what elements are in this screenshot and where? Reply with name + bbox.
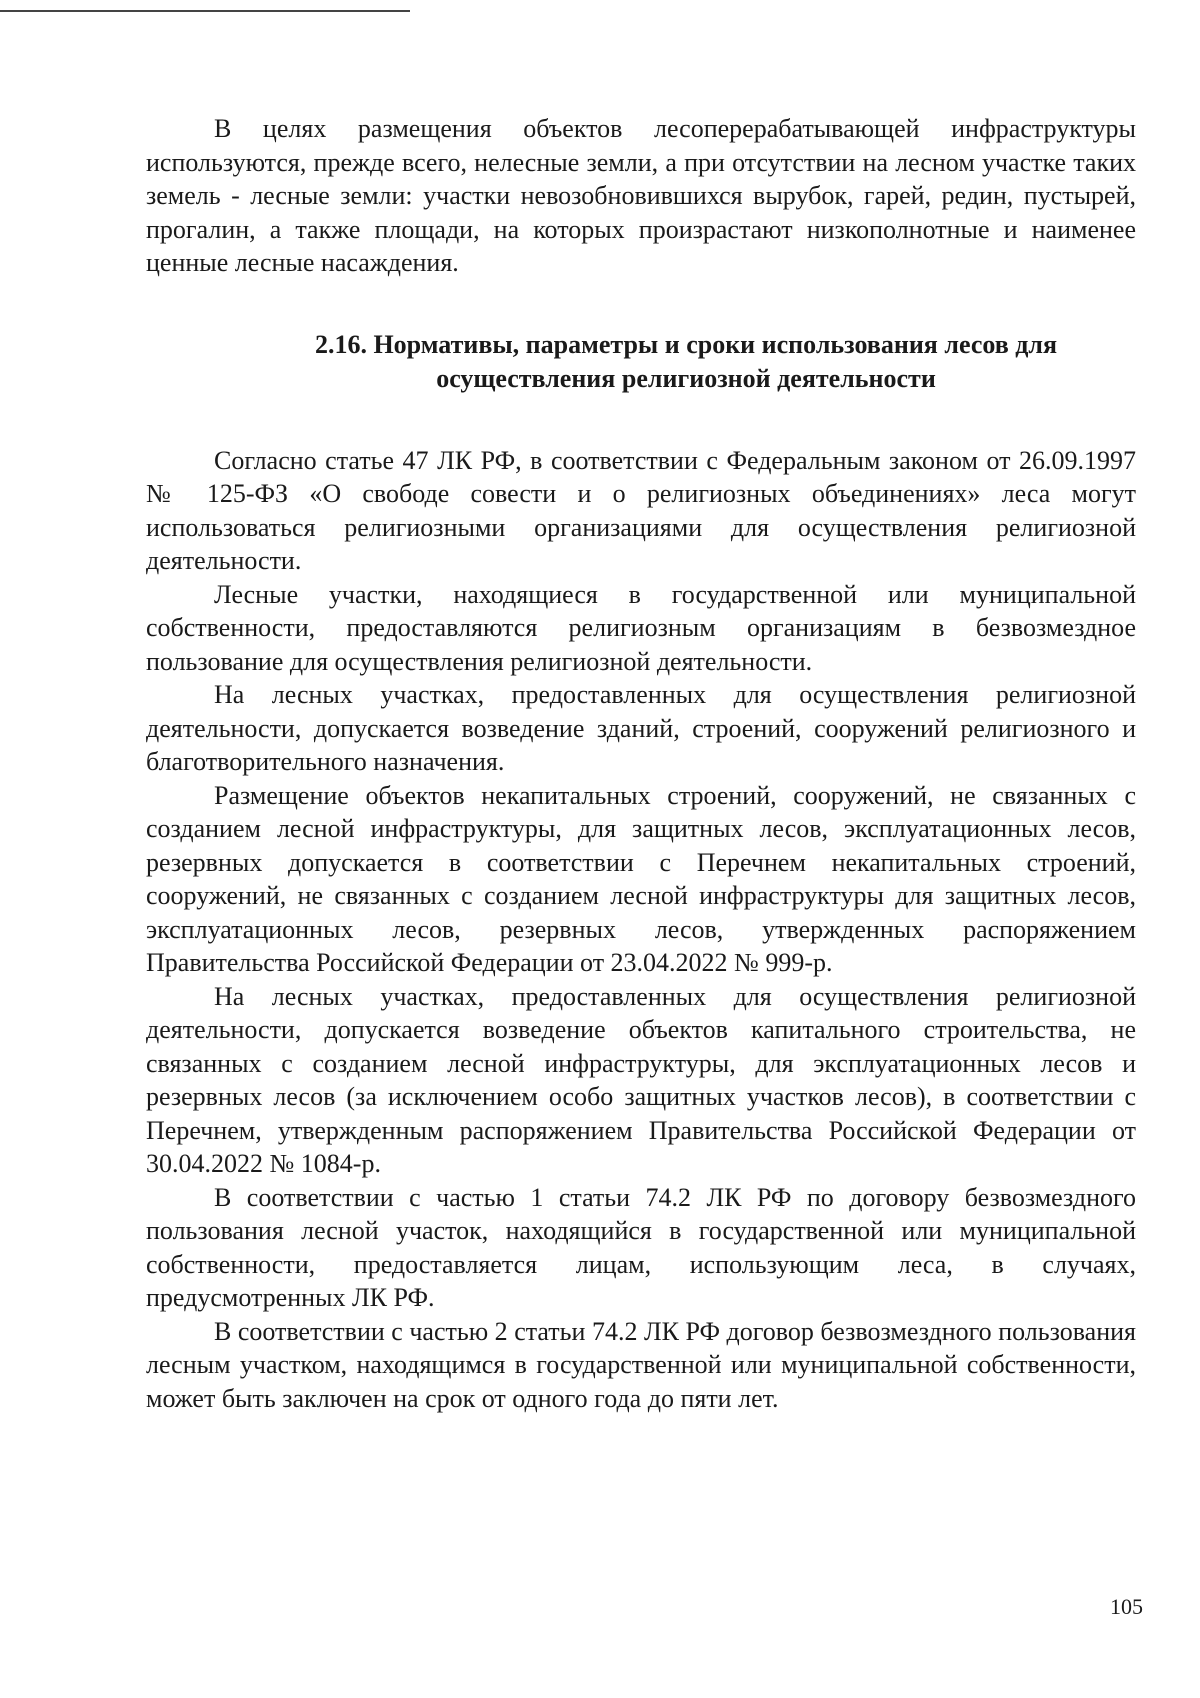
section-heading: 2.16. Нормативы, параметры и сроки использования лесов для осуществления религиозной деятельности <box>314 329 1058 393</box>
intro-paragraph: В целях размещения объектов лесоперерабатывающей инфраструктуры используются, прежде всего, нелесные земли, а при отсутствии на лесном участке таких земель - лесные земли: участки невозобновившихся вырубок, гарей, редин, пустырей, прогалин, а также площади, на которых произрастают низкополнотные и наименее ценные лесные насаждения. <box>146 114 1136 277</box>
paragraph-5: На лесных участках, предоставленных для осуществления религиозной деятельности, допускается возведение объектов капитального строительства, не связанных с созданием лесной инфраструктуры, для эксплуатационных лесов и резервных лесов (за исключением особо защитных участков лесов), в соответствии с Перечнем, утвержденным распоряжением Правительства Российской Федерации от 30.04.2022 № 1084-р. <box>146 981 1136 1178</box>
paragraph-4: Размещение объектов некапитальных строений, сооружений, не связанных с созданием лесной инфраструктуры, для защитных лесов, эксплуатационных лесов, резервных допускается в соответствии с Перечнем некапитальных строений, сооружений, не связанных с созданием лесной инфраструктуры для защитных лесов, эксплуатационных лесов, резервных лесов, утвержденных распоряжением Правительства Российской Федерации от 23.04.2022 № 999-р. <box>146 780 1136 977</box>
paragraph-3: На лесных участках, предоставленных для осуществления религиозной деятельности, допускается возведение зданий, строений, сооружений религиозного и благотворительного назначения. <box>146 680 1136 776</box>
top-rule-line <box>0 10 410 12</box>
paragraph-7: В соответствии с частью 2 статьи 74.2 ЛК РФ договор безвозмездного пользования лесным участком, находящимся в государственной или муниципальной собственности, может быть заключен на срок от одного года до пяти лет. <box>146 1316 1136 1413</box>
page-number: 105 <box>1110 1594 1143 1619</box>
paragraph-1: Согласно статье 47 ЛК РФ, в соответствии с Федеральным законом от 26.09.1997 № 125-ФЗ «О свободе совести и о религиозных объединениях» леса могут использоваться религиозными организациями для осуществления религиозной деятельности. <box>146 445 1136 575</box>
page-content <box>146 112 1136 1415</box>
paragraph-2: Лесные участки, находящиеся в государственной или муниципальной собственности, предоставляются религиозным организациям в безвозмездное пользование для осуществления религиозной деятельности. <box>146 579 1136 676</box>
paragraph-6: В соответствии с частью 1 статьи 74.2 ЛК РФ по договору безвозмездного пользования лесной участок, находящийся в государственной или муниципальной собственности, предоставляется лицам, использующим леса, в случаях, предусмотренных ЛК РФ. <box>146 1182 1136 1312</box>
